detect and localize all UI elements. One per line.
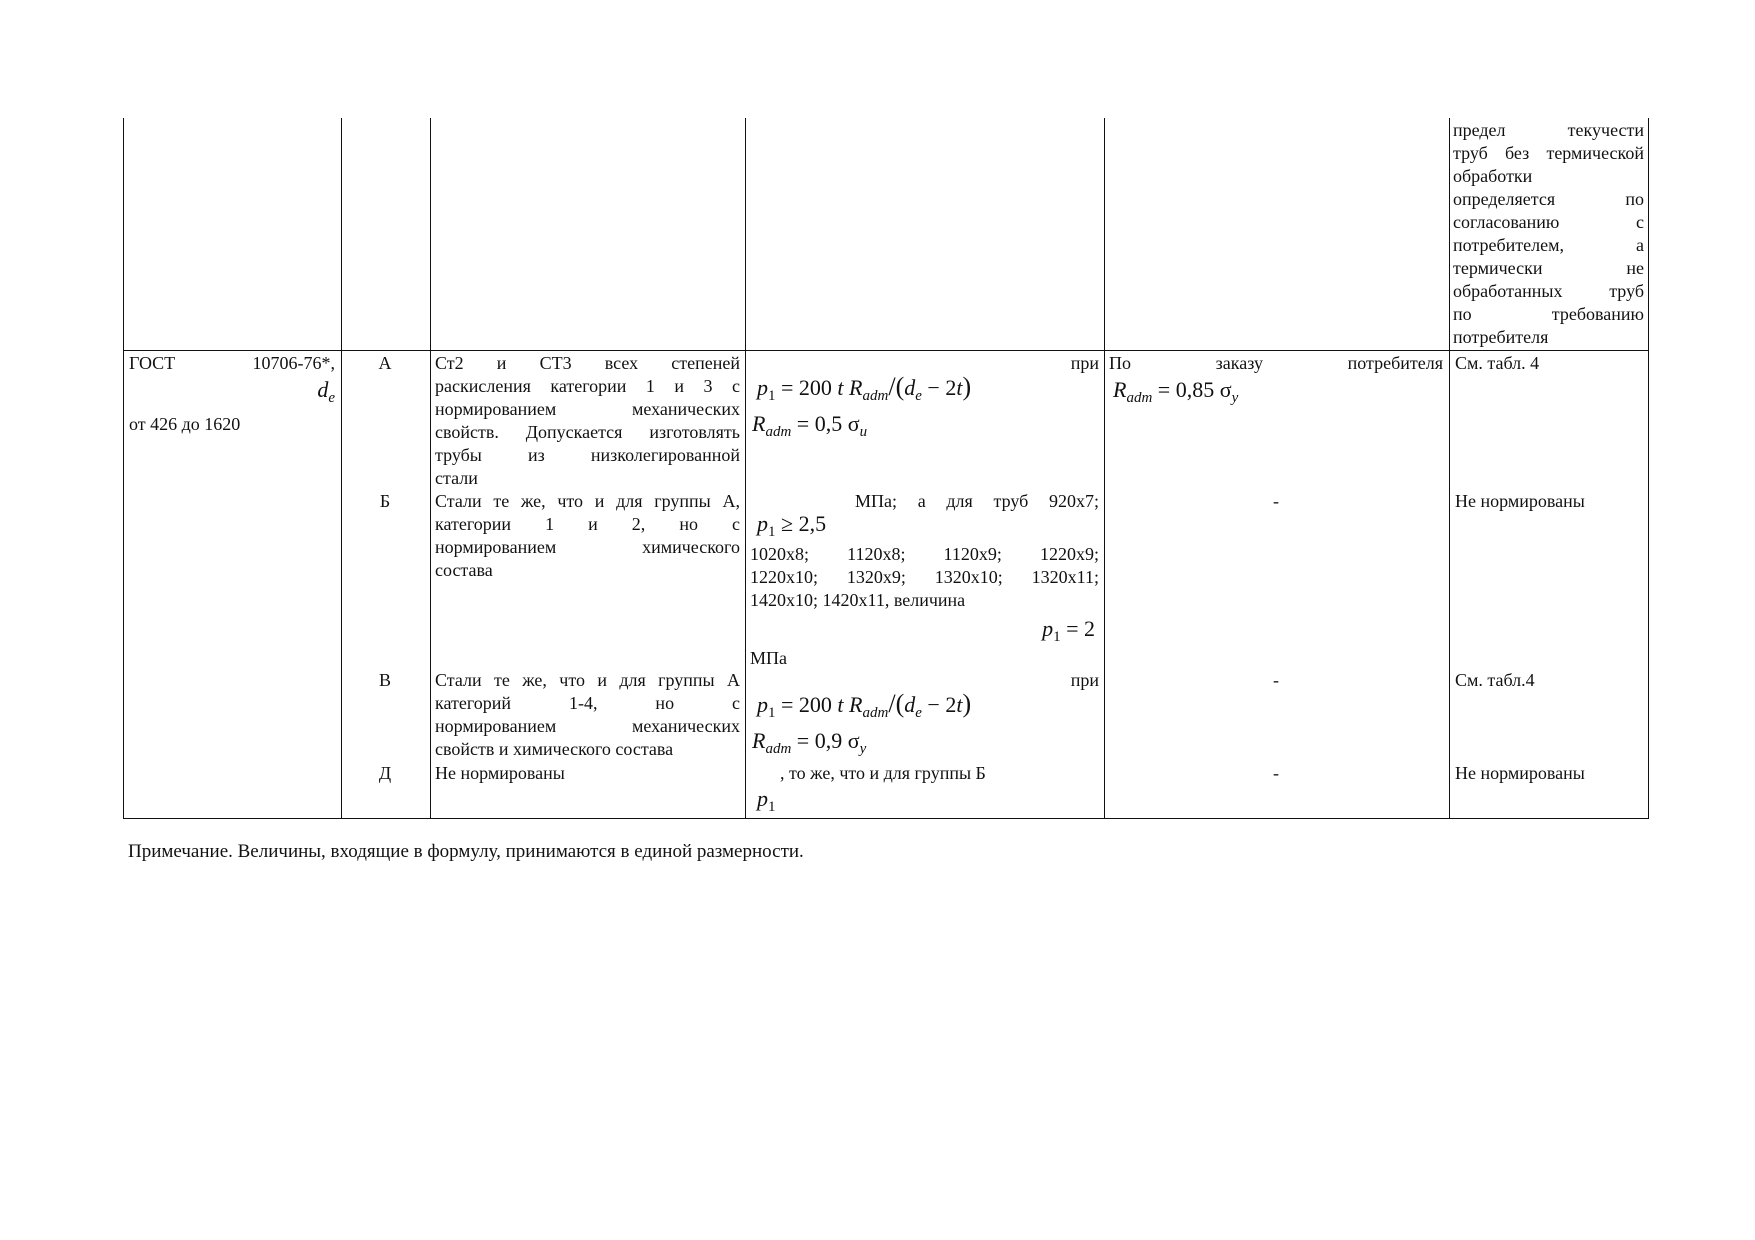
pipe-sizes-line: 1420х10; 1420х11, величина xyxy=(750,590,966,610)
material-line: категории 1 и 2, но с xyxy=(435,514,740,534)
pressure-formula: $p_1$ xyxy=(757,786,776,815)
pressure-condition-text: при xyxy=(1070,670,1099,690)
material-line: Стали те же, что и для группы А xyxy=(435,670,740,690)
material-line: Стали те же, что и для группы А, xyxy=(435,491,740,511)
pressure-condition-text: при xyxy=(1070,353,1099,373)
pressure-unit: МПа xyxy=(750,648,787,668)
table-col-divider xyxy=(341,118,342,818)
table-col-divider xyxy=(745,118,746,818)
material-line: Не нормированы xyxy=(435,763,565,783)
table-col-divider xyxy=(1449,118,1450,818)
material-cell xyxy=(435,490,740,582)
allowable-stress-formula: $R_{adm} = 0,9$ $\sigma_y$ xyxy=(752,728,867,757)
table-col-divider xyxy=(430,118,431,818)
pressure-text: , то же, что и для группы Б xyxy=(780,763,986,783)
pressure-formula: $p_1 = 200$ t $R_{adm}/(d_e - 2t)$ xyxy=(757,372,972,404)
standard-cell xyxy=(129,352,335,436)
material-line: категорий 1-4, но с xyxy=(435,693,740,713)
table-row-divider xyxy=(123,350,1649,351)
pipe-sizes-line: 1020х8; 1120х8; 1120х9; 1220х9; xyxy=(750,544,1099,564)
material-line: трубы из низколегированной xyxy=(435,445,740,465)
test-text: - xyxy=(1273,491,1279,511)
test-text: По заказу потребителя xyxy=(1109,353,1443,373)
note-line: потребителя xyxy=(1453,327,1549,347)
group-letter: А xyxy=(378,353,392,373)
properties-text: Не нормированы xyxy=(1455,763,1585,783)
note-line: обработки xyxy=(1453,166,1533,186)
pipe-sizes-line: 1220х10; 1320х9; 1320х10; 1320х11; xyxy=(750,567,1099,587)
material-line: Ст2 и СТ3 всех степеней xyxy=(435,353,740,373)
test-text: - xyxy=(1273,763,1279,783)
properties-text: См. табл. 4 xyxy=(1455,353,1540,373)
size-symbol-subscript: e xyxy=(328,390,335,406)
material-line: стали xyxy=(435,468,478,488)
note-line: потребителем, а xyxy=(1453,235,1644,255)
note-line: по требованию xyxy=(1453,304,1644,324)
group-letter: Д xyxy=(378,763,392,783)
pressure-formula: $p_1 \ge 2,5$ xyxy=(757,511,827,540)
material-line: нормированием химического xyxy=(435,537,740,557)
standard-name: ГОСТ 10706-76*, xyxy=(129,353,335,373)
size-symbol-letter: d xyxy=(317,377,329,402)
properties-text: См. табл.4 xyxy=(1455,670,1535,690)
material-line: раскисления категории 1 и 3 с xyxy=(435,376,740,396)
pressure-formula: $p_1 = 200$ t $R_{adm}/(d_e - 2t)$ xyxy=(757,689,972,721)
allowable-stress-formula: $R_{adm} = 0,5$ $\sigma_u$ xyxy=(752,411,868,440)
material-line: состава xyxy=(435,560,493,580)
table-border-right xyxy=(1648,118,1649,818)
test-text: - xyxy=(1273,670,1279,690)
footnote: Примечание. Величины, входящие в формулу, принимаются в единой размерности. xyxy=(128,841,804,862)
material-line: нормированием механических xyxy=(435,716,740,736)
note-line: предел текучести xyxy=(1453,120,1644,140)
note-line: обработанных труб xyxy=(1453,281,1644,301)
properties-text: Не нормированы xyxy=(1455,491,1585,511)
continued-note-cell xyxy=(1453,119,1644,349)
note-line: труб без термической xyxy=(1453,143,1644,163)
note-line: согласованию с xyxy=(1453,212,1644,232)
material-line: нормированием механических xyxy=(435,399,740,419)
material-cell xyxy=(435,762,740,785)
pressure-formula: $p_1 = 2$ xyxy=(1042,616,1095,645)
pipe-sizes-text xyxy=(750,543,1099,612)
size-range: от 426 до 1620 xyxy=(129,414,241,434)
size-symbol xyxy=(129,375,335,413)
table-col-divider xyxy=(1104,118,1105,818)
material-line: свойств и химического состава xyxy=(435,739,674,759)
table-border-bottom xyxy=(123,818,1649,819)
material-cell xyxy=(435,669,740,761)
material-line: свойств. Допускается изготовлять xyxy=(435,422,740,442)
material-cell xyxy=(435,352,740,490)
note-line: определяется по xyxy=(1453,189,1644,209)
note-line: термически не xyxy=(1453,258,1644,278)
group-letter: Б xyxy=(379,491,391,511)
test-stress-formula: $R_{adm} = 0,85$ $\sigma_y$ xyxy=(1113,377,1239,406)
pressure-text: МПа; а для труб 920х7; xyxy=(855,491,1099,511)
table-border-left xyxy=(123,118,124,818)
group-letter: В xyxy=(378,670,391,690)
